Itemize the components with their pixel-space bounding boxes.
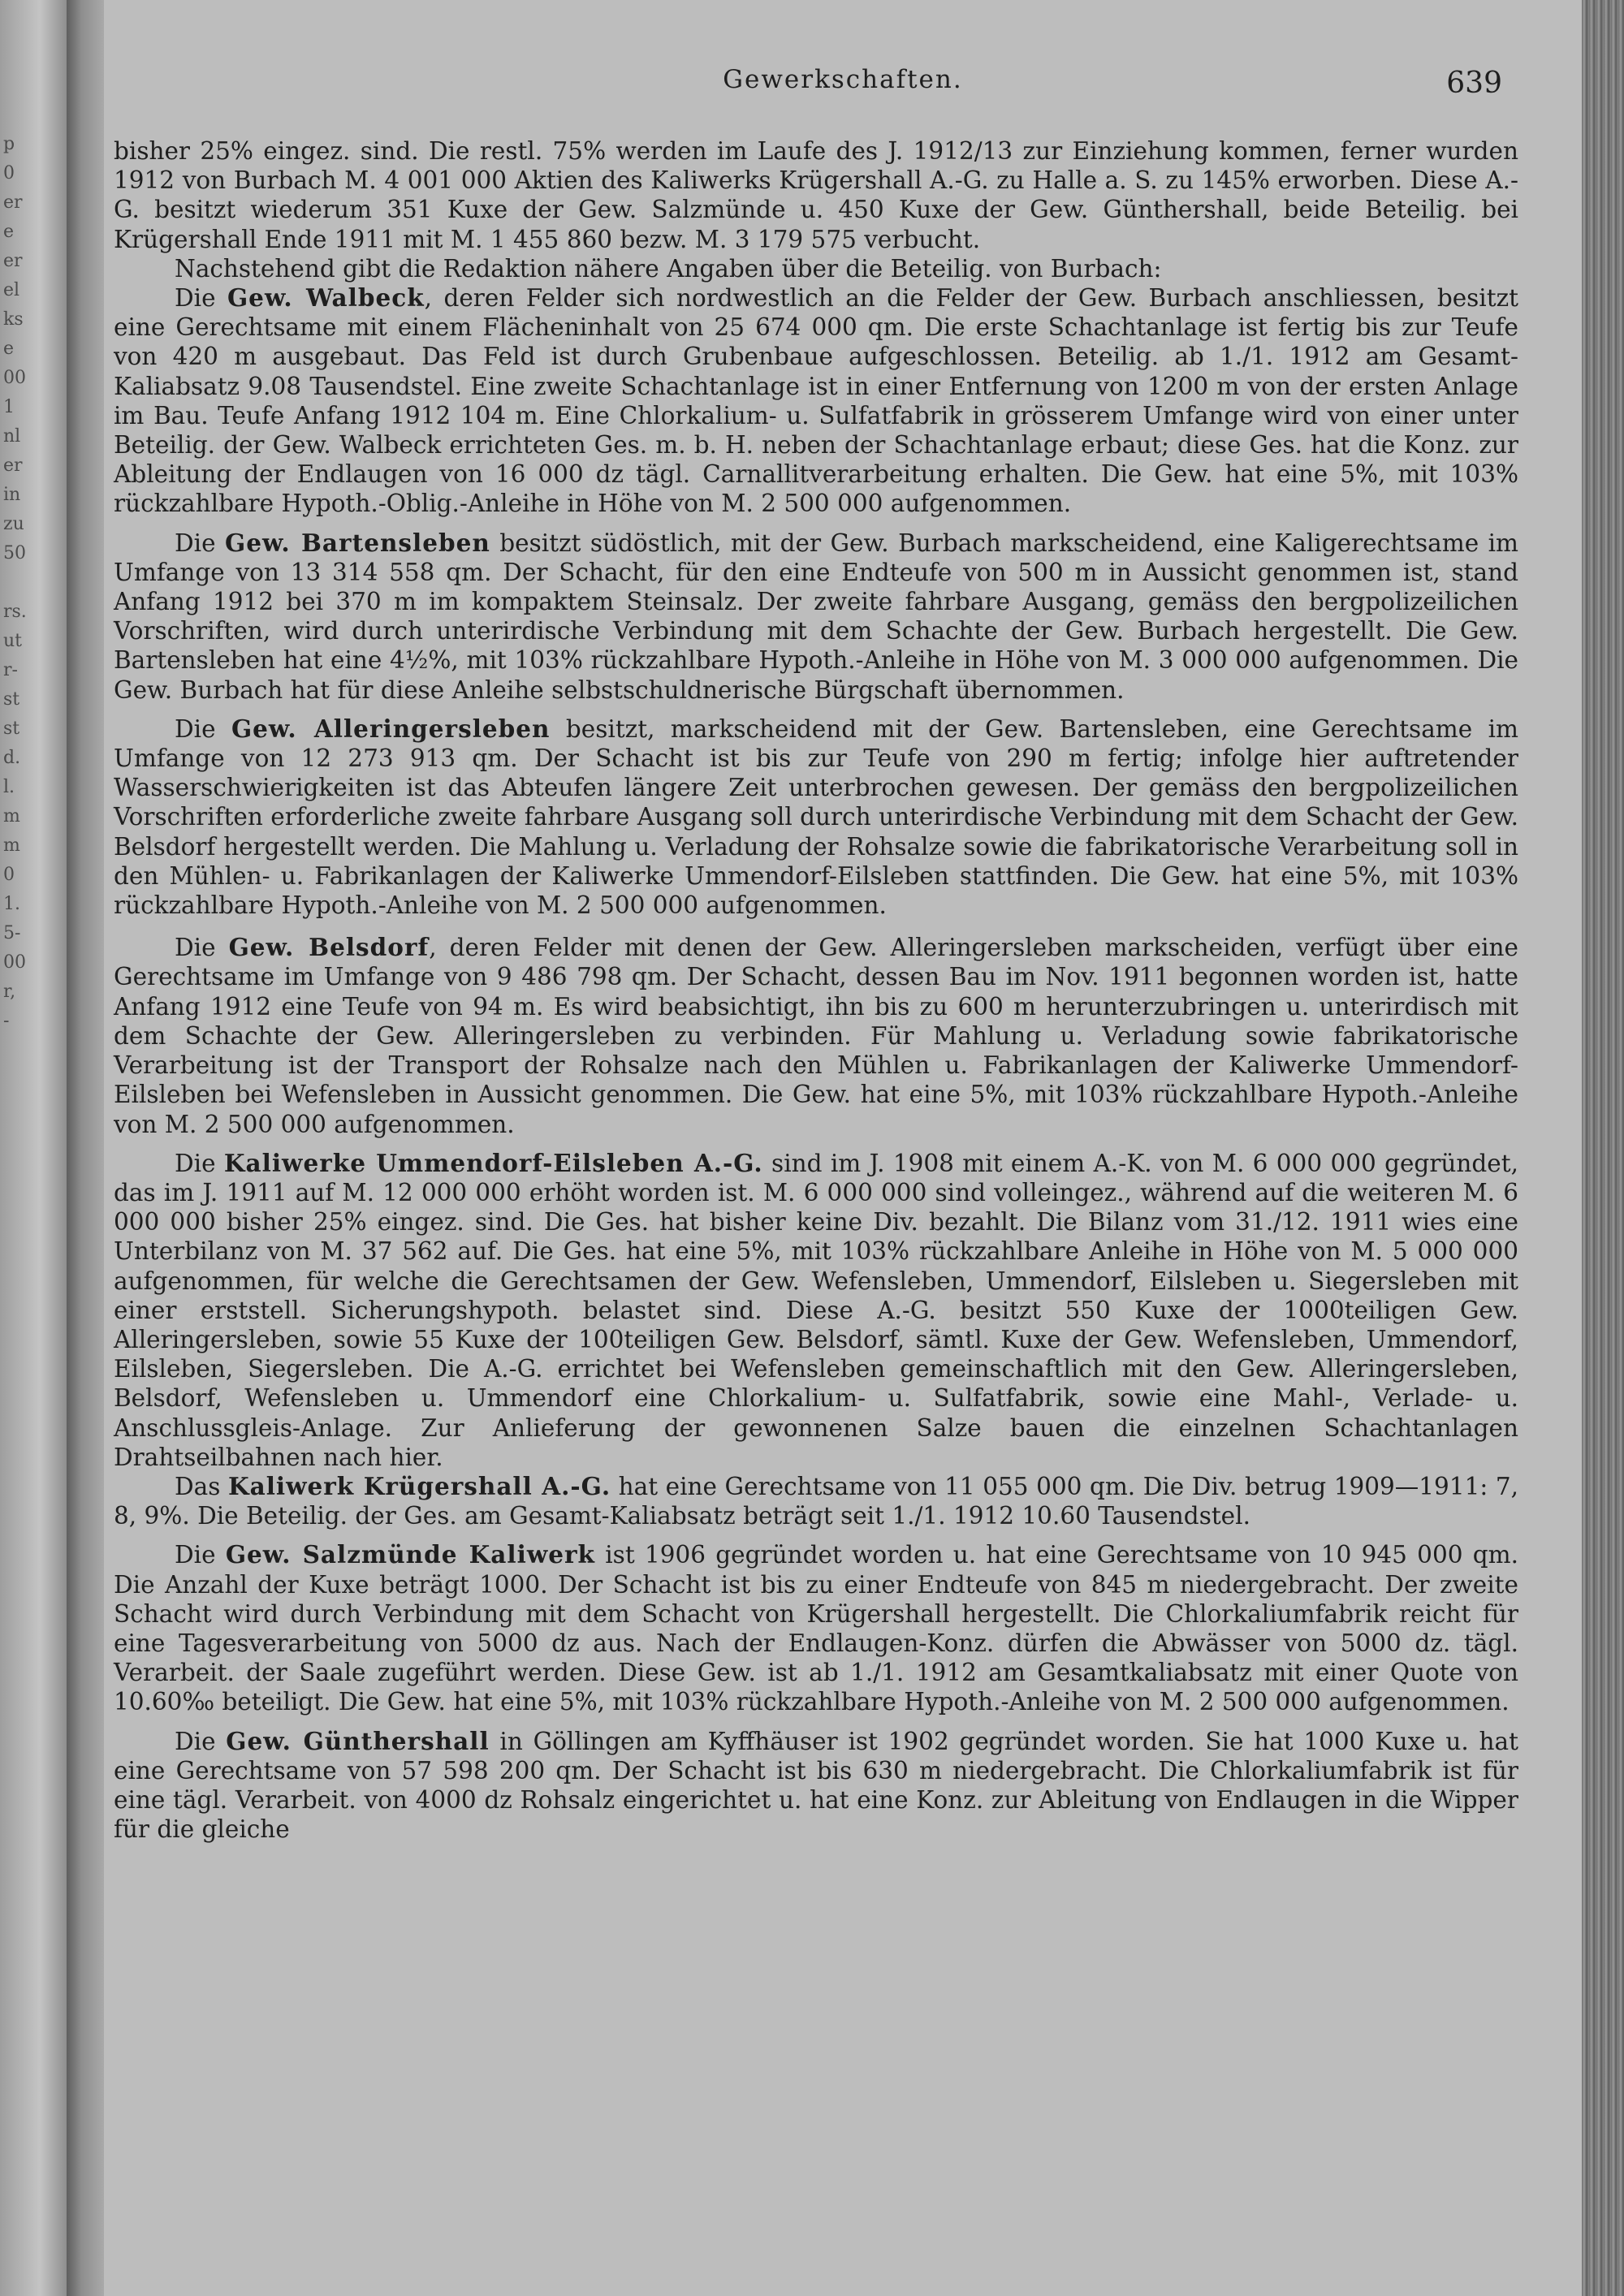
left-page-fragment: el bbox=[3, 280, 20, 300]
paragraph: Nachstehend gibt die Redaktion nähere Angaben über die Beteilig. von Burbach: bbox=[175, 254, 1162, 283]
left-page-fragment: zu bbox=[3, 514, 24, 534]
left-page-fragment: ut bbox=[3, 631, 23, 651]
running-head bbox=[104, 65, 1582, 106]
page bbox=[104, 0, 1582, 2296]
left-page-fragment: er bbox=[3, 192, 23, 213]
left-page-fragment: m bbox=[3, 806, 20, 826]
left-page-fragment: d. bbox=[3, 748, 21, 768]
left-page-fragment: in bbox=[3, 485, 21, 505]
paragraph-ummendorf-eilsleben: Die Kaliwerke Ummendorf-Eilsleben A.-G. sind im J. 1908 mit einem A.-K. von M. 6 000 000 gegründet, das im J. 1911 auf M. 12 000 000 erhöht worden ist. M. 6 000 000 sind volleingez., während auf die weiteren M. 6 000 000 bisher 25% eingez. sind. Die Ges. hat bisher keine Div. bezahlt. Die Bilanz vom 31./12. 1911 wies eine Unterbilanz von M. 37 562 auf. Die Ges. hat eine 5%, mit 103% rückzahlbare Anleihe in Höhe von M. 5 000 000 aufgenommen, für welche die Gerechtsamen der Gew. Wefensleben, Ummendorf, Eilsleben u. Siegersleben mit einer erststell. Sicherungshypoth. belastet sind. Diese A.-G. besitzt 550 Kuxe der 1000teiligen Gew. Alleringersleben, sowie 55 Kuxe der 100teiligen Gew. Belsdorf, sämtl. Kuxe der Gew. Wefensleben, Ummendorf, Eilsleben, Siegersleben. Die A.-G. errichtet bei Wefensleben gemeinschaftlich mit den Gew. Alleringersleben, Belsdorf, Wefensleben u. Ummendorf eine Chlorkalium- u. Sulfatfabrik, sowie eine Mahl-, Verlade- u. Anschlussgleis-Anlage. Zur Anlieferung der gewonnenen Salze bauen die einzelnen Schachtanlagen Drahtseilbahnen nach hier. bbox=[114, 1148, 1518, 1471]
left-page-fragment: e bbox=[3, 339, 15, 359]
left-page-fragment: 0 bbox=[3, 865, 15, 885]
company-name: Gew. Bartensleben bbox=[225, 528, 490, 557]
company-name: Kaliwerk Krügershall A.-G. bbox=[227, 1471, 611, 1500]
left-page-fragment: ks bbox=[3, 309, 24, 330]
left-page-fragment: 0 bbox=[3, 163, 15, 183]
company-name: Gew. Günthershall bbox=[226, 1726, 490, 1755]
paragraph-alleringersleben: Die Gew. Alleringersleben besitzt, markscheidend mit der Gew. Bartensleben, eine Gerechtsame im Umfange von 12 273 913 qm. Der Schacht ist bis zur Teufe von 290 m fertig; infolge hier auftretender Wasserschwierigkeiten ist das Abteufen längere Zeit unterbrochen gewesen. Der gemäss den bergpolizeilichen Vorschriften erforderliche zweite fahrbare Ausgang soll durch unterirdische Verbindung mit dem Schacht der Gew. Belsdorf hergestellt werden. Die Mahlung u. Verladung der Rohsalze sowie die fabrikatorische Verarbeitung soll in den Mühlen- u. Fabrikanlagen der Kaliwerke Ummendorf-Eilsleben stattfinden. Die Gew. hat eine 5%, mit 103% rückzahlbare Hypoth.-Anleihe von M. 2 500 000 aufgenommen. bbox=[114, 714, 1519, 920]
left-page-fragment: r, bbox=[3, 982, 16, 1002]
paragraph-kruegershall: Das Kaliwerk Krügershall A.-G. hat eine Gerechtsame von 11 055 000 qm. Die Div. betrug 1909—1911: 7, 8, 9%. Die Beteilig. der Ges. am Gesamt-Kaliabsatz beträgt seit 1./1. 1912 10.60 Tausendstel. bbox=[114, 1471, 1518, 1530]
left-page-fragment: m bbox=[3, 835, 20, 856]
company-name: Gew. Walbeck bbox=[227, 283, 425, 313]
left-page-fragment: st bbox=[3, 719, 20, 739]
left-page-fragment bbox=[3, 568, 60, 598]
page-number: 639 bbox=[1446, 67, 1502, 100]
paragraph-belsdorf: Die Gew. Belsdorf, deren Felder mit denen der Gew. Alleringersleben markscheiden, verfügt über eine Gerechtsame im Umfange von 9 486 798 qm. Der Schacht, dessen Bau im Nov. 1911 begonnen worden ist, hatte Anfang 1912 eine Teufe von 94 m. Es wird beabsichtigt, ihn bis zu 600 m herunterzubringen u. unterirdisch mit dem Schachte der Gew. Alleringersleben zu verbinden. Für Mahlung u. Verladung sowie fabrikatorische Verarbeitung ist der Transport der Rohsalze nach den Mühlen u. Fabrikanlagen der Kaliwerke Ummendorf-Eilsleben bei Wefensleben in Aussicht genommen. Die Gew. hat eine 5%, mit 103% rückzahlbare Hypoth.-Anleihe von M. 2 500 000 aufgenommen. bbox=[114, 933, 1519, 1138]
left-page-fragment: nl bbox=[3, 426, 21, 447]
right-page-edge bbox=[1582, 0, 1624, 2296]
left-page-fragment: e bbox=[3, 222, 15, 242]
left-page-fragment: 00 bbox=[3, 952, 26, 973]
left-page-fragment: er bbox=[3, 251, 23, 271]
left-page-fragment: - bbox=[3, 1011, 10, 1031]
left-page-fragment: r- bbox=[3, 660, 18, 680]
left-page-edge bbox=[0, 0, 67, 2296]
company-name: Gew. Belsdorf bbox=[228, 933, 430, 962]
company-name: Gew. Alleringersleben bbox=[231, 714, 551, 743]
paragraph-guenthershall: Die Gew. Günthershall in Göllingen am Kyffhäuser ist 1902 gegründet worden. Sie hat 1000 Kuxe u. hat eine Gerechtsame von 57 598 200 qm. Der Schacht ist bis 630 m niedergebracht. Die Chlorkaliumfabrik ist für eine tägl. Verarbeit. von 4000 dz Rohsalz eingerichtet u. hat eine Konz. zur Ableitung von Endlaugen in die Wipper für die gleiche bbox=[114, 1726, 1518, 1844]
body-text bbox=[114, 136, 1518, 1844]
company-name: Kaliwerke Ummendorf-Eilsleben A.-G. bbox=[223, 1148, 763, 1177]
paragraph: bisher 25% eingez. sind. Die restl. 75% werden im Laufe des J. 1912/13 zur Einziehung kommen, ferner wurden 1912 von Burbach M. 4 001 000 Aktien des Kaliwerks Krügershall A.-G. zu Halle a. S. zu 145% erworben. Diese A.-G. besitzt wiederum 351 Kuxe der Gew. Salzmünde u. 450 Kuxe der Gew. Günthershall, beide Beteilig. bei Krügershall Ende 1911 mit M. 1 455 860 bezw. M. 3 179 575 verbucht. bbox=[114, 137, 1518, 253]
left-page-fragment: 50 bbox=[3, 543, 26, 563]
page-title: Gewerkschaften. bbox=[723, 65, 963, 94]
left-page-fragment: 1 bbox=[3, 397, 15, 417]
left-page-fragment: l. bbox=[3, 777, 15, 797]
left-page-fragment: rs. bbox=[3, 602, 27, 622]
left-page-fragments bbox=[3, 130, 60, 1036]
paragraph-walbeck: Die Gew. Walbeck, deren Felder sich nordwestlich an die Felder der Gew. Burbach anschliessen, besitzt eine Gerechtsame mit einem Flächeninhalt von 25 674 000 qm. Die erste Schachtanlage ist fertig bis zur Teufe von 420 m ausgebaut. Das Feld ist durch Grubenbaue aufgeschlossen. Beteilig. ab 1./1. 1912 am Gesamt-Kaliabsatz 9.08 Tausendstel. Eine zweite Schachtanlage ist in einer Entfernung von 1200 m von der ersten Anlage im Bau. Teufe Anfang 1912 104 m. Eine Chlorkalium- u. Sulfatfabrik in grösserem Umfange wird von einer unter Beteilig. der Gew. Walbeck errichteten Ges. m. b. H. neben der Schachtanlage erbaut; diese Ges. hat die Konz. zur Ableitung der Endlaugen von 16 000 dz tägl. Carnallitverarbeitung erhalten. Die Gew. hat eine 5%, mit 103% rückzahlbare Hypoth.-Oblig.-Anleihe in Höhe von M. 2 500 000 aufgenommen. bbox=[114, 283, 1518, 518]
left-page-fragment: 00 bbox=[3, 368, 26, 388]
left-page-fragment: p bbox=[3, 134, 15, 154]
book-gutter bbox=[67, 0, 104, 2296]
left-page-fragment: er bbox=[3, 455, 23, 476]
paragraph-bartensleben: Die Gew. Bartensleben besitzt südöstlich, mit der Gew. Burbach markscheidend, eine Kaligerechtsame im Umfange von 13 314 558 qm. Der Schacht, für den eine Endteufe von 500 m in Aussicht genommen ist, stand Anfang 1912 bei 370 m im kompaktem Steinsalz. Der zweite fahrbare Ausgang, gemäss den bergpolizeilichen Vorschriften, wird durch unterirdische Verbindung mit dem Schachte der Gew. Burbach hergestellt. Die Gew. Bartensleben hat eine 4½%, mit 103% rückzahlbare Hypoth.-Anleihe in Höhe von M. 3 000 000 aufgenommen. Die Gew. Burbach hat für diese Anleihe selbstschuldnerische Bürgschaft übernommen. bbox=[114, 528, 1519, 704]
left-page-fragment: 1. bbox=[3, 894, 20, 914]
company-name: Gew. Salzmünde Kaliwerk bbox=[225, 1540, 595, 1569]
left-page-fragment: st bbox=[3, 689, 20, 710]
left-page-fragment: 5- bbox=[3, 923, 21, 943]
paragraph-salzmuende: Die Gew. Salzmünde Kaliwerk ist 1906 gegründet worden u. hat eine Gerechtsame von 10 945 000 qm. Die Anzahl der Kuxe beträgt 1000. Der Schacht ist bis zu einer Endteufe von 845 m niedergebracht. Der zweite Schacht wird durch Verbindung mit dem Schacht von Krügershall hergestellt. Die Chlorkaliumfabrik reicht für eine Tagesverarbeitung von 5000 dz aus. Nach der Endlaugen-Konz. dürfen die Abwässer von 5000 dz. tägl. Verarbeit. der Saale zugeführt werden. Diese Gew. ist ab 1./1. 1912 am Gesamtkaliabsatz mit einer Quote von 10.60‰ beteiligt. Die Gew. hat eine 5%, mit 103% rückzahlbare Hypoth.-Anleihe von M. 2 500 000 aufgenommen. bbox=[114, 1540, 1518, 1716]
